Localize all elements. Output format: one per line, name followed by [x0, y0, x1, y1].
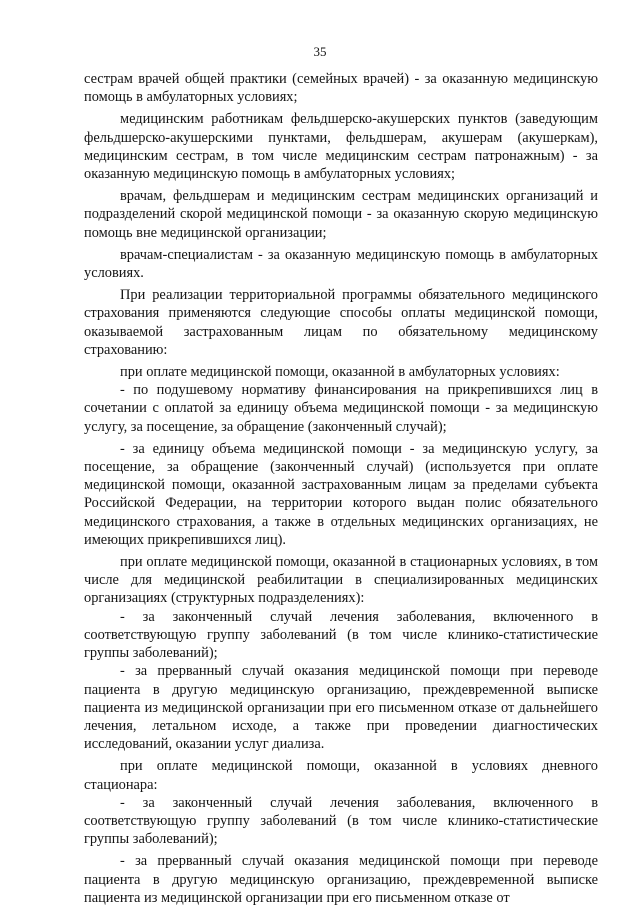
paragraph-day-hospital-heading: при оплате медицинской помощи, оказанной в условиях дневного стационара:	[84, 758, 598, 793]
paragraph-inpatient-interrupted-case: - за прерванный случай оказания медицинской помощи при переводе пациента в другую медицинскую организацию, преждевременной выписке пациента из медицинской организации при его письменном отказе от дальнейшего лечения, летальном исходе, а также при проведении диагностических исследований, оказании услуг диализа.	[84, 663, 598, 753]
document-body	[84, 70, 598, 907]
paragraph-day-hospital-interrupted-case: - за прерванный случай оказания медицинской помощи при переводе пациента в другую медицинскую организацию, преждевременной выписке пациента из медицинской организации при его письменном отказе от	[84, 853, 598, 906]
paragraph-feldsher-workers: медицинским работникам фельдшерско-акушерских пунктов (заведующим фельдшерско-акушерскими пунктами, фельдшерам, акушерам (акушеркам), медицинским сестрам, в том числе медицинским сестрам патронажным) - за оказанную медицинскую помощь в амбулаторных условиях;	[84, 111, 598, 183]
paragraph-emergency-staff: врачам, фельдшерам и медицинским сестрам медицинских организаций и подразделений скорой медицинской помощи - за оказанную скорую медицинскую помощь вне медицинской организации;	[84, 188, 598, 241]
paragraph-specialists: врачам-специалистам - за оказанную медицинскую помощь в амбулаторных условиях.	[84, 246, 598, 282]
paragraph-day-hospital-completed-case: - за законченный случай лечения заболевания, включенного в соответствующую группу заболеваний (в том числе клинико-статистические группы заболеваний);	[84, 794, 598, 848]
paragraph-nurses-general-practice: сестрам врачей общей практики (семейных врачей) - за оказанную медицинскую помощь в амбулаторных условиях;	[84, 71, 598, 106]
paragraph-outpatient-per-capita: - по подушевому нормативу финансирования на прикрепившихся лиц в сочетании с оплатой за единицу объема медицинской помощи - за медицинскую услугу, за посещение, за обращение (законченный случай);	[84, 382, 598, 435]
paragraph-payment-methods-intro: При реализации территориальной программы обязательного медицинского страхования применяются следующие способы оплаты медицинской помощи, оказываемой застрахованным лицам по обязательному медицинскому страхованию:	[84, 287, 598, 358]
paragraph-outpatient-per-unit: - за единицу объема медицинской помощи - за медицинскую услугу, за посещение, за обращение (законченный случай) (используется при оплате медицинской помощи, оказанной застрахованным лицам за пределами субъекта Российской Федерации, на территории которого выдан полис обязательного медицинского страхования, а также в отдельных медицинских организациях, не имеющих прикрепившихся лиц).	[84, 440, 598, 548]
paragraph-inpatient-completed-case: - за законченный случай лечения заболевания, включенного в соответствующую группу заболеваний (в том числе клинико-статистические группы заболеваний);	[84, 608, 598, 662]
paragraph-inpatient-heading: при оплате медицинской помощи, оказанной в стационарных условиях, в том числе для медицинской реабилитации в специализированных медицинских организациях (структурных подразделениях):	[84, 554, 598, 607]
page-number: 35	[313, 44, 327, 59]
paragraph-outpatient-heading: при оплате медицинской помощи, оказанной в амбулаторных условиях:	[120, 364, 560, 381]
